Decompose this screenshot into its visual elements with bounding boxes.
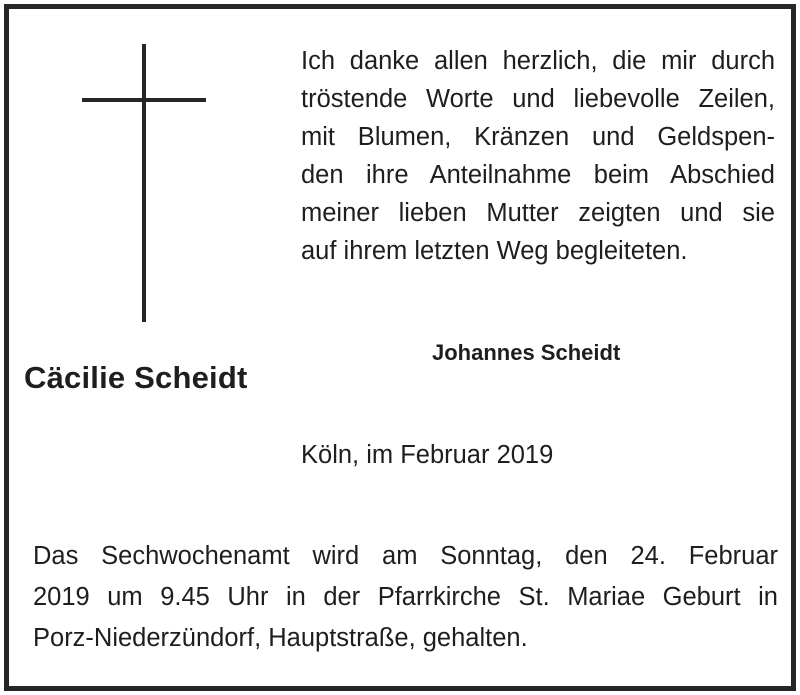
place-date: Köln, im Februar 2019 <box>301 441 554 469</box>
service-line: Porz-Niederzündorf, Hauptstraße, gehalten. <box>33 624 528 652</box>
signer-name: Johannes Scheidt <box>432 340 621 365</box>
thanks-text <box>301 42 775 270</box>
service-line: Das Sechwochenamt wird am Sonntag, den 24. Februar <box>33 542 778 570</box>
thanks-line: tröstende Worte und liebevolle Zeilen, <box>301 85 775 113</box>
deceased-name: Cäcilie Scheidt <box>24 360 248 395</box>
service-announcement <box>33 536 778 659</box>
thanks-line: Ich danke allen herzlich, die mir durch <box>301 47 775 75</box>
service-line: 2019 um 9.45 Uhr in der Pfarrkirche St. Mariae Geburt in <box>33 583 778 611</box>
cross-icon-vertical-bar <box>142 44 146 322</box>
thanks-line: auf ihrem letzten Weg begleiteten. <box>301 237 688 265</box>
cross-icon-horizontal-bar <box>82 98 206 102</box>
thanks-line: mit Blumen, Kränzen und Geldspen- <box>301 123 775 151</box>
thanks-line: den ihre Anteilnahme beim Abschied <box>301 161 775 189</box>
thanks-line: meiner lieben Mutter zeigten und sie <box>301 199 775 227</box>
